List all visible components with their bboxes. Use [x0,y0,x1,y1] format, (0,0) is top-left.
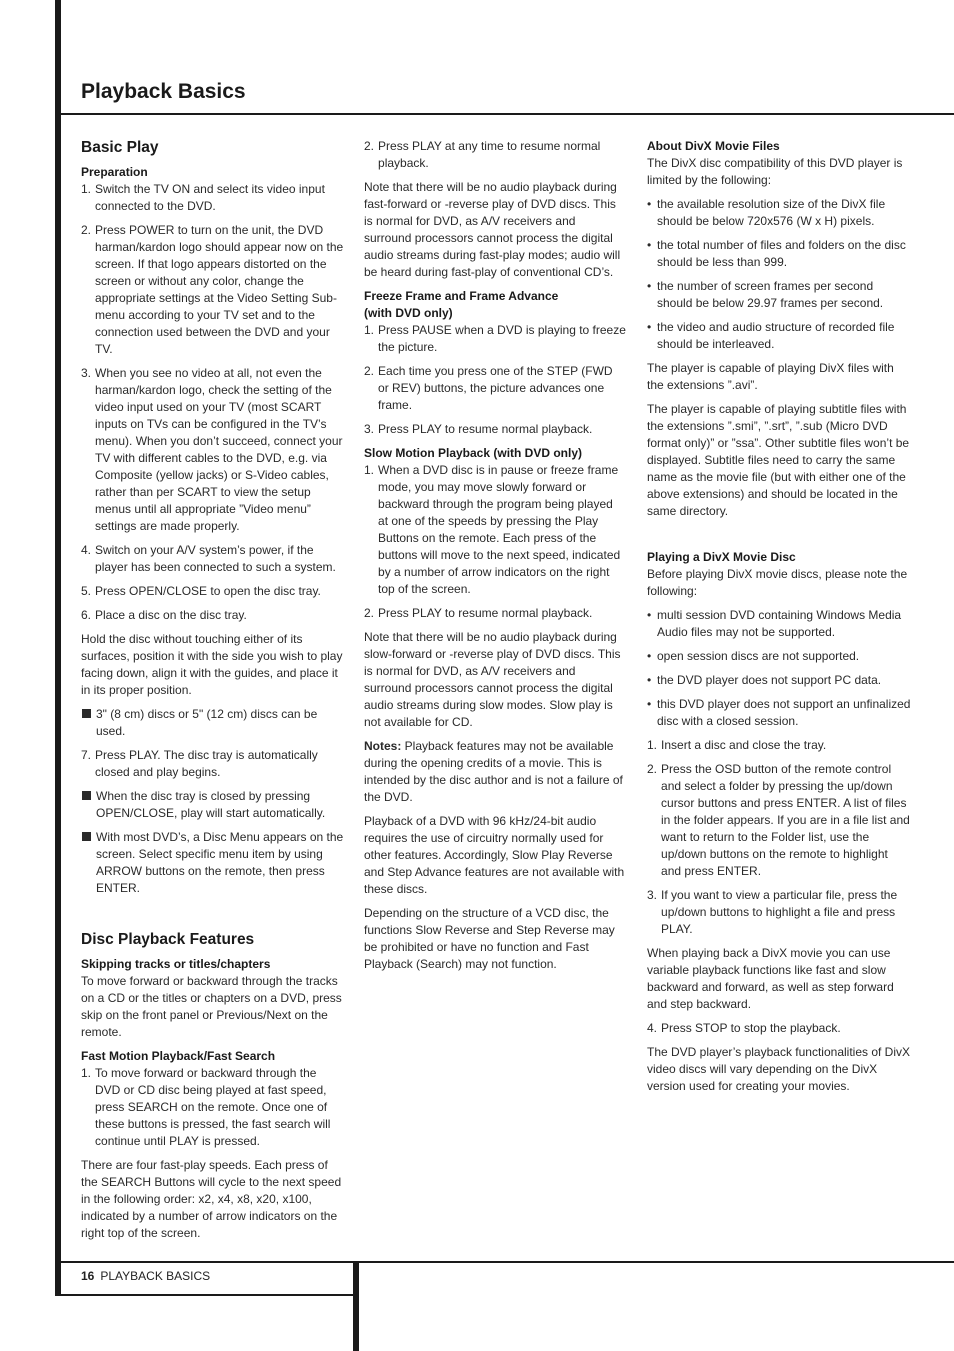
paragraph-subtitles: The player is capable of playing subtitle files with the extensions ”.smi”, ”.srt”, ”.sub (Micro DVD format only)” or ”ssa”. Other subtitle files won’t be displayed. Subtitle files need to carry the same name as the movie file (but with either one of the above extensions) and should be located in the same directory. [647,402,910,518]
list-item [364,421,626,438]
subheading-skipping: Skipping tracks or titles/chapters [81,957,271,971]
paragraph-playing-divx: Before playing DivX movie discs, please note the following: [647,567,908,598]
list-item [364,462,626,598]
footer-rule-short [55,1294,355,1296]
section-heading-disc-playback-features: Disc Playback Features [81,931,255,948]
notes-label: Notes: [364,739,402,753]
paragraph-about-divx: The DivX disc compatibility of this DVD player is limited by the following: [647,156,903,187]
list-text: Press STOP to stop the playback. [661,1021,841,1035]
list-item [81,747,344,781]
note-square-icon [82,832,91,841]
page-footer [81,1269,210,1283]
list-number: 2. [364,139,375,153]
note-text: When the disc tray is closed by pressing OPEN/CLOSE, play will start automatically. [96,789,326,820]
list-text: When a DVD disc is in pause or freeze frame mode, you may move slowly forward or backward through the program being played at one of the speeds by pressing the Play Buttons on the remote. Each press of the buttons will move to the next speed, indicated by a number of arrow indicators on the right top of the screen. [378,463,621,596]
list-text: Place a disc on the disc tray. [95,608,247,622]
list-number: 1. [81,1066,92,1080]
note-square-icon [82,791,91,800]
bullet-icon: • [647,649,652,663]
list-text: Press PLAY to resume normal playback. [378,606,593,620]
bullet-icon: • [647,608,652,622]
section-heading-basic-play: Basic Play [81,139,159,156]
page-number: 16 [81,1269,95,1283]
paragraph-divx-version: The DVD player’s playback functionalities of DivX video discs will vary depending on the DivX version used for creating your movies. [647,1045,911,1093]
list-number: 1. [647,738,658,752]
left-margin-bar [55,0,61,1296]
paragraph-96khz: Playback of a DVD with 96 kHz/24-bit audio requires the use of circuitry normally used for other features. Accordingly, Slow Play Reverse and Step Advance features are not available with these discs. [364,814,625,896]
list-text: Press PLAY at any time to resume normal playback. [378,139,601,170]
bullet-item [647,696,911,730]
subheading-slow-motion: Slow Motion Playback (with DVD only) [364,446,583,460]
footer-rule [55,1261,954,1263]
paragraph-variable-playback: When playing back a DivX movie you can use variable playback functions like fast and slow backward and forward, as well as step forward and step backward. [647,946,894,1011]
list-item [81,222,344,358]
note-item [81,788,344,822]
footer-divider-bar [353,1262,359,1351]
list-item [81,542,344,576]
note-item [81,829,344,897]
bullet-icon: • [647,320,652,334]
bullet-icon: • [647,673,652,687]
note-text: 3" (8 cm) discs or 5" (12 cm) discs can be used. [96,707,318,738]
list-number: 3. [81,366,92,380]
list-item [81,181,344,215]
footer-section-label: PLAYBACK BASICS [100,1269,211,1283]
subheading-playing-divx: Playing a DivX Movie Disc [647,550,796,564]
list-item [364,322,626,356]
list-text: If you want to view a particular file, press the up/down buttons to highlight a file and press PLAY. [661,888,898,936]
bullet-item [647,607,911,641]
list-number: 2. [647,762,658,776]
bullet-item [647,196,911,230]
list-text: Press POWER to turn on the unit, the DVD harman/kardon logo should appear now on the screen. If that logo appears distorted on the screen or without any color, change the appropriate settings at the Video Setting Sub-menu according to your TV set and to the connection used between the DVD and your TV. [95,223,344,356]
list-number: 1. [81,182,92,196]
list-item [81,583,344,600]
list-text: Press OPEN/CLOSE to open the disc tray. [95,584,321,598]
bullet-item [647,648,911,665]
bullet-text: the video and audio structure of recorded file should be interleaved. [657,320,895,351]
paragraph-fast-speeds: There are four fast-play speeds. Each press of the SEARCH Buttons will cycle to the next speed in the following order: x2, x4, x8, x20, x100, indicated by a number of arrow indicators on the right top of the screen. [81,1158,342,1240]
list-text: Each time you press one of the STEP (FWD or REV) buttons, the picture advances one frame. [378,364,613,412]
page-title: Playback Basics [81,80,246,103]
list-text: When you see no video at all, not even the harman/kardon logo, check the setting of the video input used on your TV (most SCART inputs on TVs can be configured in the TV’s menu). When you don’t succeed, connect your TV with different cables to the DVD, e.g. via Composite (yellow jacks) or S-Video cables, rather than per SCART to view the setup menus until all appropriate ”Video menu” settings are made properly. [95,366,343,533]
subheading-freeze-frame-dvd: (with DVD only) [364,306,453,320]
note-square-icon [82,709,91,718]
list-item [364,138,626,172]
note-text: With most DVD’s, a Disc Menu appears on the screen. Select specific menu item by using ARROW buttons on the remote, then press ENTER. [96,830,344,895]
list-item [81,607,344,624]
bullet-icon: • [647,279,652,293]
list-item [364,363,626,414]
list-number: 6. [81,608,92,622]
bullet-text: the total number of files and folders on the disc should be less than 999. [657,238,906,269]
paragraph-skipping: To move forward or backward through the tracks on a CD or the titles or chapters on a DVD, press skip on the front panel or Previous/Next on the remote. [81,974,342,1039]
list-text: Switch on your A/V system’s power, if the player has been connected to such a system. [95,543,336,574]
list-text: Press PAUSE when a DVD is playing to freeze the picture. [378,323,626,354]
list-number: 7. [81,748,92,762]
list-item [647,887,911,938]
list-number: 2. [81,223,92,237]
subheading-about-divx: About DivX Movie Files [647,139,780,153]
list-number: 4. [647,1021,658,1035]
list-item [647,737,911,754]
list-number: 3. [647,888,658,902]
bullet-text: the number of screen frames per second should be below 29.97 frames per second. [657,279,884,310]
column-2 [364,138,626,980]
bullet-text: the DVD player does not support PC data. [657,673,882,687]
list-item [647,761,911,880]
bullet-item [647,237,911,271]
list-number: 3. [364,422,375,436]
list-number: 5. [81,584,92,598]
notes-text: Playback features may not be available during the opening credits of a movie. This is intended by the disc author and is not a failure of the DVD. [364,739,623,804]
list-text: Switch the TV ON and select its video input connected to the DVD. [95,182,325,213]
list-text: To move forward or backward through the DVD or CD disc being played at fast speed, press SEARCH on the remote. Once one of these buttons is pressed, the fast search will continue until PLAY is pressed. [95,1066,331,1148]
list-text: Press PLAY. The disc tray is automatically closed and play begins. [95,748,318,779]
bullet-text: this DVD player does not support an unfinalized disc with a closed session. [657,697,911,728]
bullet-text: open session discs are not supported. [657,649,860,663]
subheading-fast-motion: Fast Motion Playback/Fast Search [81,1049,276,1063]
list-item [81,365,344,535]
list-number: 2. [364,606,375,620]
list-number: 2. [364,364,375,378]
column-1 [81,138,344,1249]
subheading-preparation: Preparation [81,165,148,179]
bullet-item [647,278,911,312]
bullet-item [647,319,911,353]
list-text: Press the OSD button of the remote control and select a folder by pressing the up/down cursor buttons and press ENTER. A list of files in the folder appears. If you are in a file list and want to return to the Folder list, use the up/down buttons on the remote to highlight and press ENTER. [661,762,910,878]
column-3 [647,138,911,1102]
bullet-text: multi session DVD containing Windows Media Audio files may not be supported. [657,608,902,639]
bullet-icon: • [647,697,652,711]
paragraph-note-fast: Note that there will be no audio playback during fast-forward or -reverse play of DVD discs. This is normal for DVD, as A/V receivers and surround processors cannot process the digital audio streams during fast-play modes; audio will be heard during fast-play of conventional CD’s. [364,180,621,279]
bullet-icon: • [647,197,652,211]
subheading-freeze-frame: Freeze Frame and Frame Advance [364,289,559,303]
bullet-item [647,672,911,689]
list-number: 1. [364,323,375,337]
list-item [647,1020,911,1037]
note-item [81,706,344,740]
list-text: Insert a disc and close the tray. [661,738,827,752]
list-item [364,605,626,622]
list-item [81,1065,344,1150]
list-number: 1. [364,463,375,477]
paragraph-notes [364,738,626,806]
list-text: Press PLAY to resume normal playback. [378,422,593,436]
title-rule [55,113,954,115]
paragraph-avi: The player is capable of playing DivX files with the extensions ”.avi”. [647,361,894,392]
list-number: 4. [81,543,92,557]
bullet-text: the available resolution size of the DivX file should be below 720x576 (W x H) pixels. [657,197,886,228]
paragraph-vcd: Depending on the structure of a VCD disc, the functions Slow Reverse and Step Reverse may be prohibited or have no function and Fast Playback (Search) may not function. [364,906,615,971]
bullet-icon: • [647,238,652,252]
paragraph-hold-disc: Hold the disc without touching either of its surfaces, position it with the side you wish to play facing down, align it with the guides, and place it in its proper position. [81,632,343,697]
paragraph-note-slow: Note that there will be no audio playback during slow-forward or -reverse play of DVD discs. This is normal for DVD, as A/V receivers and surround processors cannot process the digital audio streams during slow modes. Slow play is not available for CD. [364,630,621,729]
